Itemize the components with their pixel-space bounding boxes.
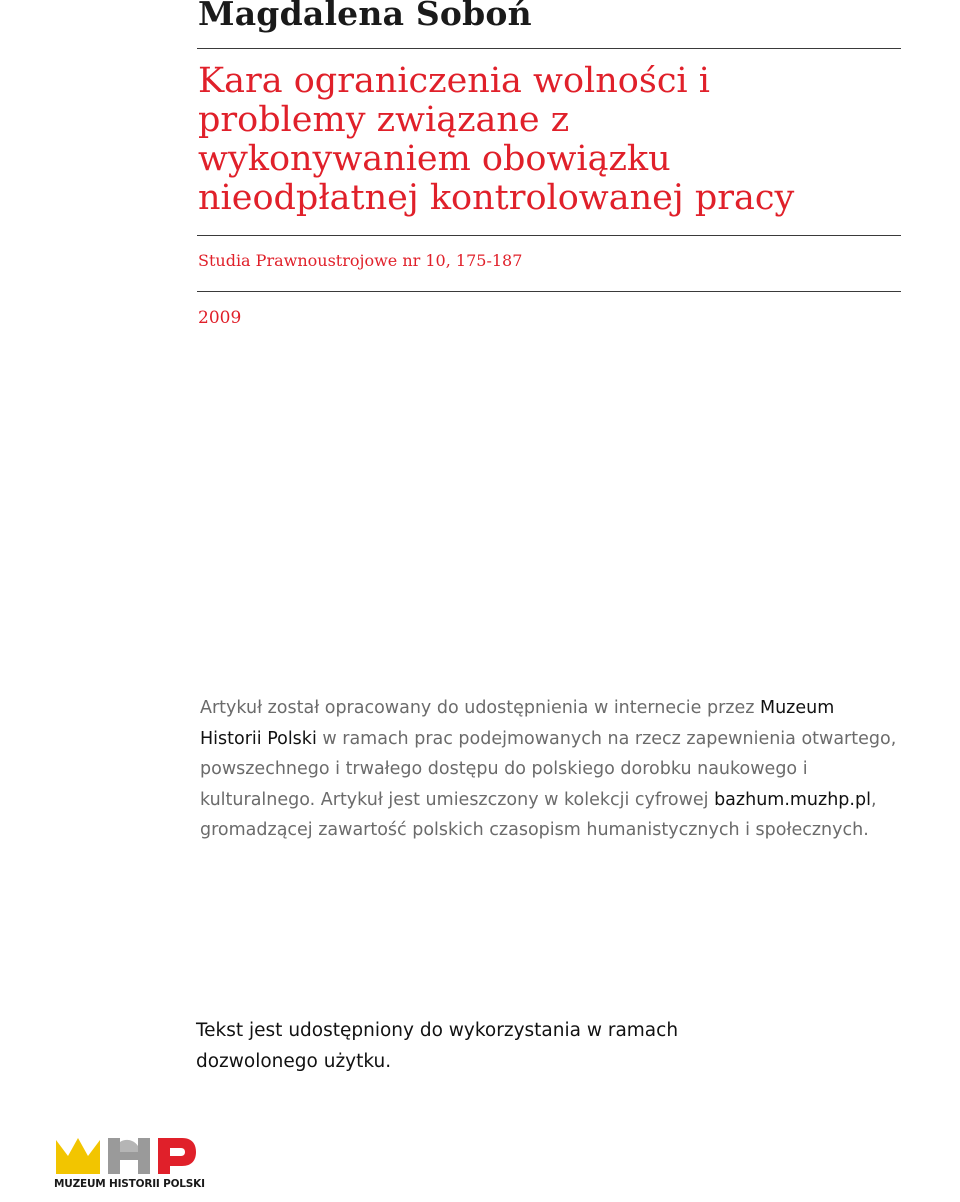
publication-notice — [200, 693, 900, 846]
article-title — [198, 62, 898, 218]
source-divider — [197, 291, 901, 292]
institution-name: Muzeum Historii Polski — [200, 698, 835, 749]
usage-notice: Tekst jest udostępniony do wykorzystania w ramach dozwolonego użytku. — [196, 1020, 679, 1072]
museum-logo-icon — [54, 1134, 204, 1178]
header-divider — [197, 48, 901, 49]
notice-text: Artykuł został opracowany do udostępnienia w internecie przez — [200, 698, 760, 718]
author-name: Magdalena Soboń — [198, 0, 532, 33]
logo-p-shape — [158, 1138, 196, 1174]
title-line: Kara ograniczenia wolności i — [198, 61, 710, 101]
notice-text: , gromadzącej zawartość polskich czasopism humanistycznych i społecznych. — [200, 789, 877, 840]
notice-text: w ramach prac podejmowanych na rzecz zapewnienia otwartego, powszechnego i trwałego dostępu do polskiego dorobku naukowego i kulturalnego. Artykuł jest umieszczony w kolekcji cyfrowej — [200, 728, 897, 810]
museum-logo-caption: MUZEUM HISTORII POLSKI — [54, 1178, 205, 1190]
title-divider — [197, 235, 901, 236]
title-line: wykonywaniem obowiązku — [198, 139, 671, 179]
journal-source: Studia Prawnoustrojowe nr 10, 175-187 — [198, 251, 523, 270]
title-line: problemy związane z — [198, 100, 570, 140]
title-line: nieodpłatnej kontrolowanej pracy — [198, 178, 795, 218]
logo-crown-shape — [56, 1138, 100, 1174]
publication-year: 2009 — [198, 308, 242, 328]
site-link[interactable]: bazhum.muzhp.pl — [714, 789, 871, 810]
logo-figure-shape — [120, 1140, 138, 1152]
logo-h-bar — [108, 1152, 150, 1160]
